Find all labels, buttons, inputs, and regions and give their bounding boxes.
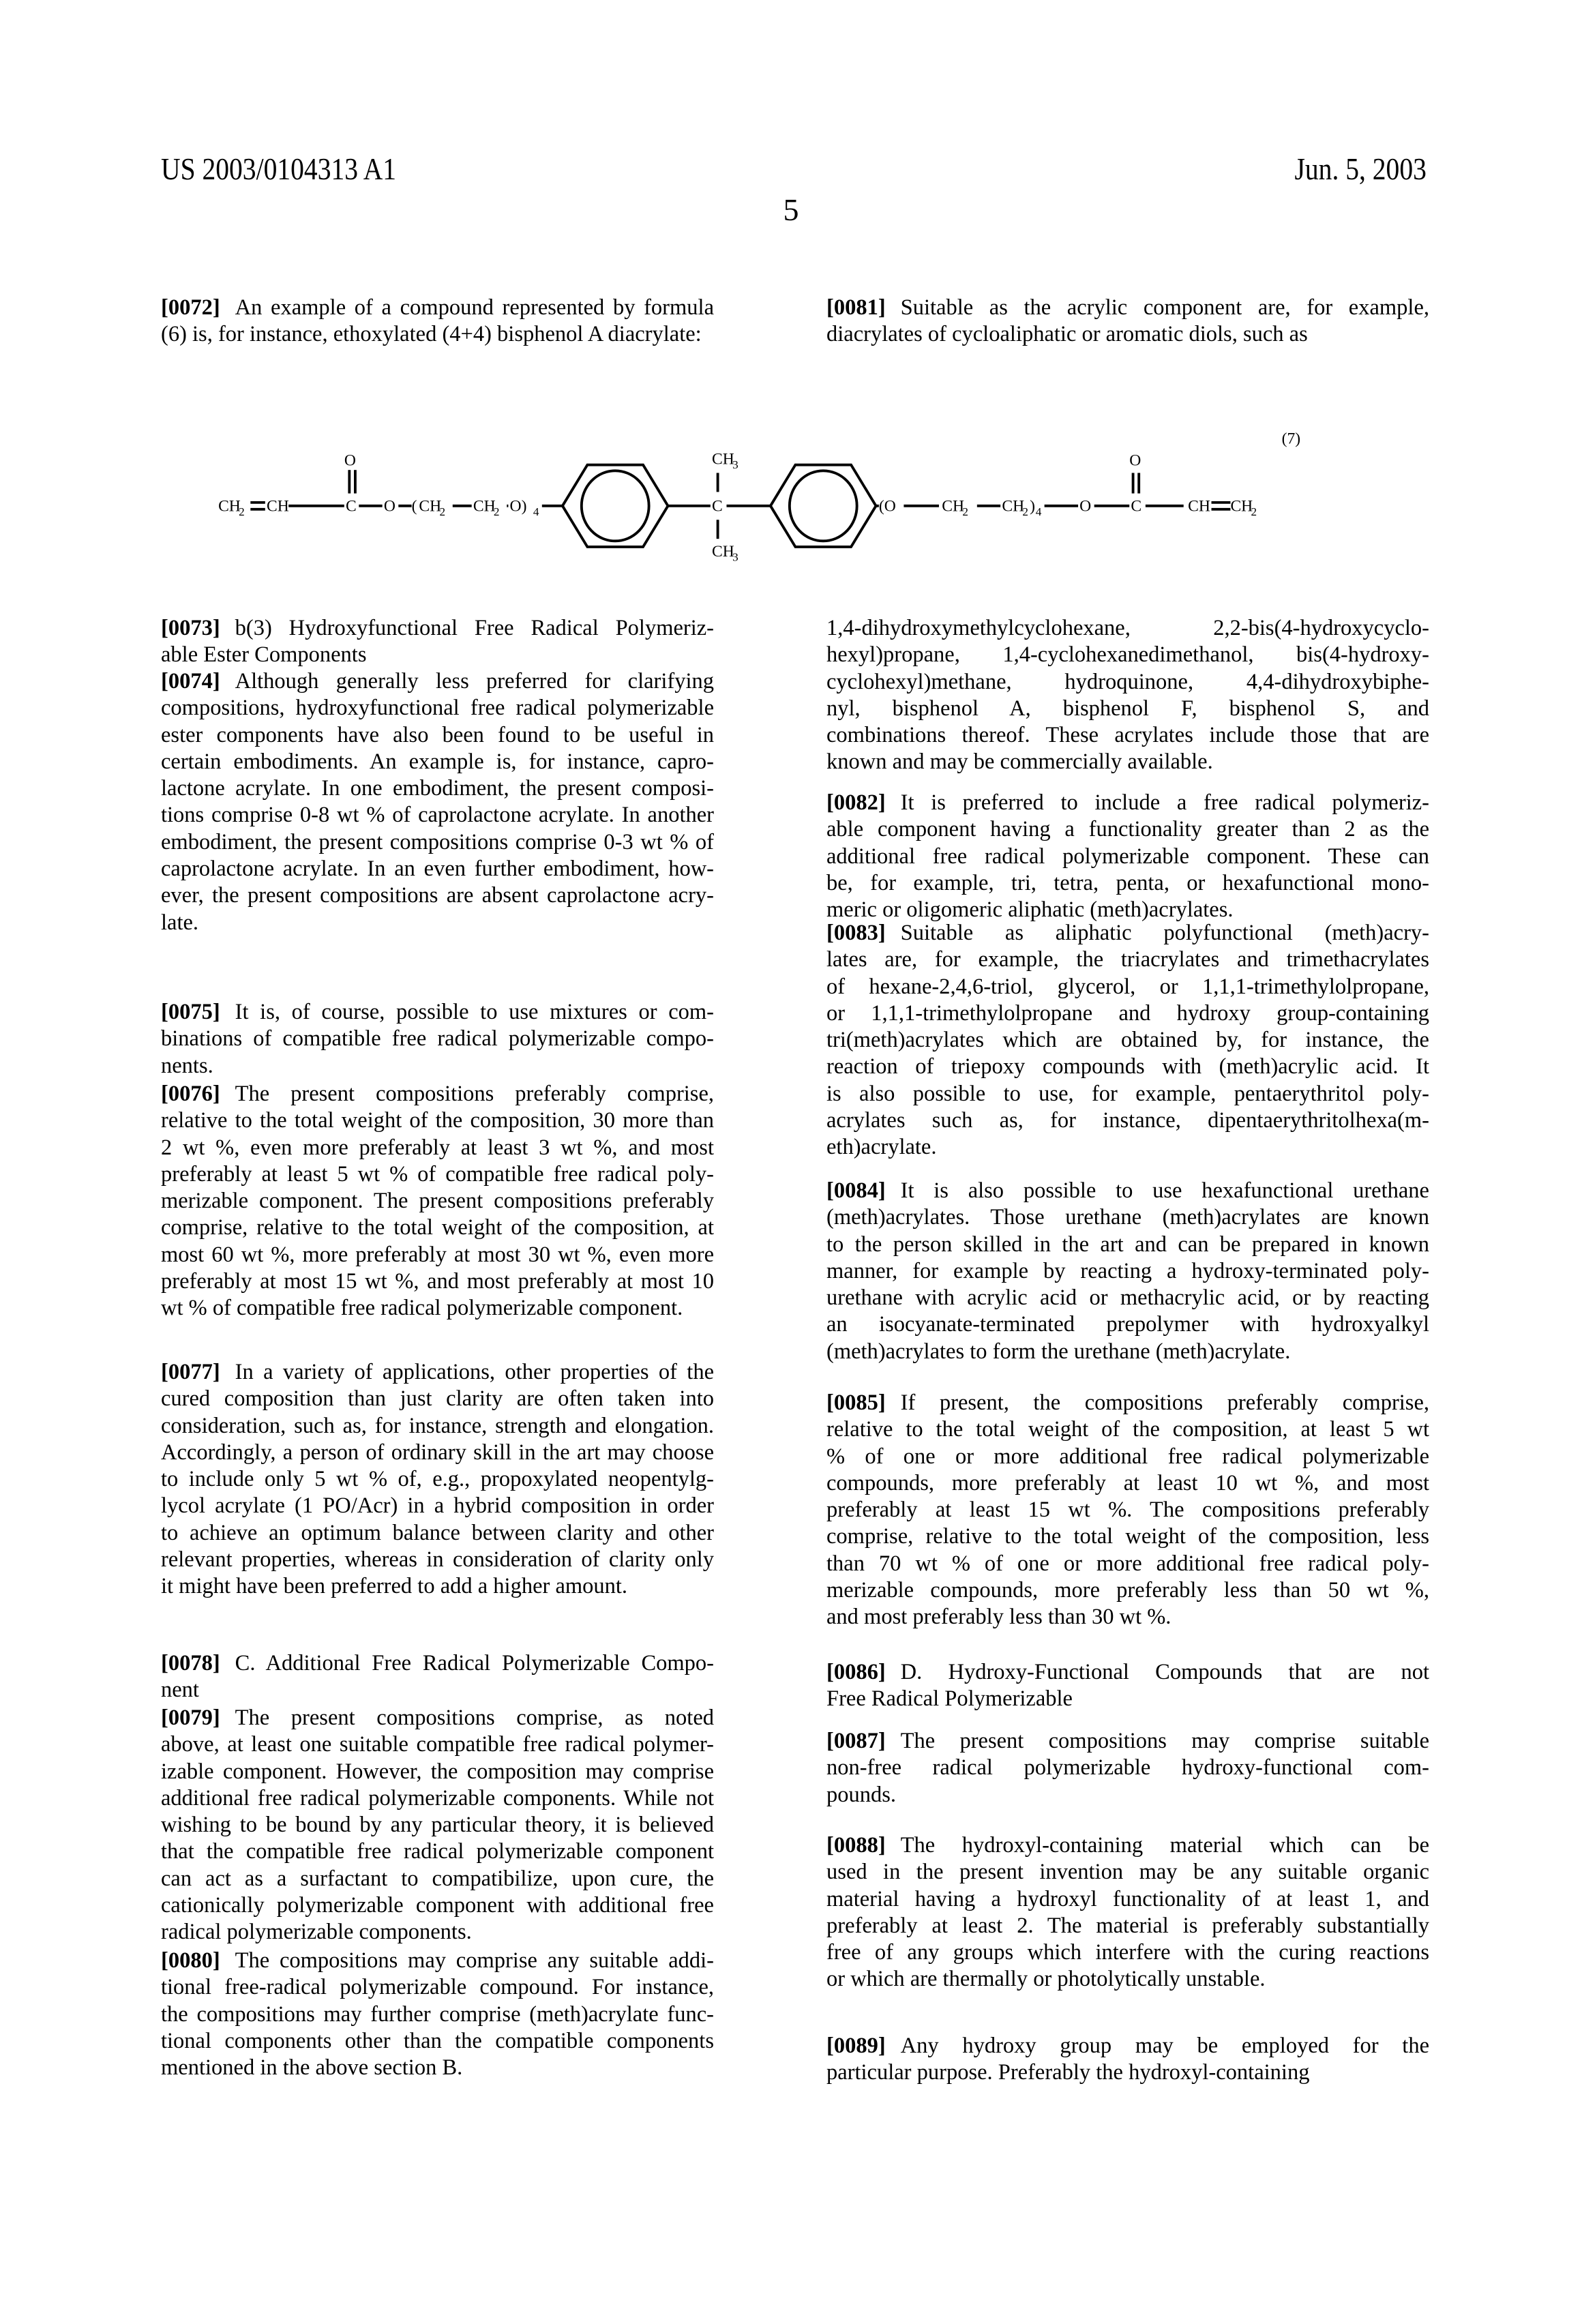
line-text: able component having a functionality greater than 2 as the xyxy=(826,817,1429,842)
text-line xyxy=(161,829,714,856)
line-text: It is also possible to use hexafunctional urethane xyxy=(900,1178,1429,1203)
subscript: 2 xyxy=(239,505,245,518)
text-line xyxy=(161,1677,714,1703)
paragraph-number: [0080] xyxy=(161,1948,220,1973)
text-line xyxy=(826,1054,1429,1080)
line-text: comprise, relative to the total weight of the composition, at xyxy=(161,1215,714,1240)
line-text: an isocyanate-terminated prepolymer with hydroxyalkyl xyxy=(826,1312,1429,1337)
line-text: relevant properties, whereas in consideration of clarity only xyxy=(161,1547,714,1573)
text-line xyxy=(161,722,714,749)
line-text: acrylates such as, for instance, dipentaerythritolhexa(m- xyxy=(826,1108,1429,1133)
text-line xyxy=(161,1493,714,1519)
line-text: Free Radical Polymerizable xyxy=(826,1686,1073,1712)
paragraph-number: [0079] xyxy=(161,1705,220,1730)
atom-label: ( xyxy=(411,497,417,516)
line-text: to include only 5 wt % of, e.g., propoxylated neopentylg- xyxy=(161,1467,714,1492)
line-text: 1,4-dihydroxymethylcyclohexane, 2,2-bis(4-hydroxycyclo- xyxy=(826,616,1429,640)
paragraph-0078 xyxy=(161,1650,714,1704)
atom-label: CH xyxy=(1230,497,1253,516)
paragraph-number: [0089] xyxy=(826,2034,886,2058)
text-line xyxy=(826,816,1429,843)
paragraph-0087 xyxy=(826,1728,1429,1808)
line-text: Suitable as aliphatic polyfunctional (meth)acry- xyxy=(900,921,1429,945)
text-line xyxy=(161,775,714,802)
text-line xyxy=(161,1520,714,1547)
text-line xyxy=(826,1470,1429,1497)
line-text: lactone acrylate. In one embodiment, the present composi- xyxy=(161,776,714,801)
atom-label: C xyxy=(1131,497,1142,516)
line-text: preferably at most 15 wt %, and most preferably at most 10 xyxy=(161,1269,714,1294)
line-text: additional free radical polymerizable components. While not xyxy=(161,1785,714,1811)
text-line xyxy=(161,2001,714,2028)
text-line xyxy=(826,642,1429,668)
line-text: urethane with acrylic acid or methacrylic acid, or by reacting xyxy=(826,1285,1429,1311)
atom-label: CH xyxy=(218,497,241,516)
text-line xyxy=(161,642,714,668)
atom-label: (O xyxy=(878,497,896,516)
atom-label: CH xyxy=(712,450,734,468)
text-line xyxy=(826,1604,1429,1630)
text-line xyxy=(826,1859,1429,1886)
text-line xyxy=(826,1686,1429,1712)
text-line xyxy=(826,1081,1429,1107)
paragraph-0086 xyxy=(826,1659,1429,1713)
text-line xyxy=(826,1728,1429,1755)
text-line xyxy=(826,1939,1429,1966)
subscript: 3 xyxy=(732,458,738,472)
text-line xyxy=(161,1053,714,1079)
text-line xyxy=(161,1188,714,1215)
line-text: preferably at least 2. The material is preferably substantially xyxy=(826,1913,1429,1938)
line-text: The present compositions preferably comprise, xyxy=(235,1082,714,1106)
subscript: 2 xyxy=(1022,505,1029,518)
text-line xyxy=(826,1497,1429,1523)
line-text: It is preferred to include a free radical polymeriz- xyxy=(900,790,1429,815)
atom-label: C xyxy=(712,497,723,516)
paragraph-number: [0084] xyxy=(826,1178,886,1203)
text-line xyxy=(826,1659,1429,1686)
text-line xyxy=(826,1444,1429,1470)
paragraph-number: [0072] xyxy=(161,295,220,320)
atom-label: O) xyxy=(509,497,527,516)
text-line xyxy=(161,1026,714,1052)
text-line xyxy=(826,1416,1429,1443)
line-text: compounds, more preferably at least 10 wt %, and most xyxy=(826,1470,1429,1495)
text-line xyxy=(161,1547,714,1573)
line-text: preferably at least 5 wt % of compatible free radical poly- xyxy=(161,1161,714,1187)
text-line xyxy=(826,920,1429,947)
line-text: An example of a compound represented by formula xyxy=(235,295,714,320)
line-text: lates are, for example, the triacrylates and trimethacrylates xyxy=(826,947,1429,972)
line-text: merizable compounds, more preferably less than 50 wt %, xyxy=(826,1578,1429,1603)
line-text: Suitable as the acrylic component are, for example, xyxy=(900,295,1429,320)
atom-label: CH xyxy=(942,497,965,516)
text-line xyxy=(826,974,1429,1000)
line-text: (meth)acrylates. Those urethane (meth)acrylates are known xyxy=(826,1205,1429,1230)
line-text: be, for example, tri, tetra, penta, or hexafunctional mono- xyxy=(826,870,1429,895)
text-line xyxy=(826,295,1429,321)
formula-number: (7) xyxy=(1281,430,1301,448)
paragraph-number: [0081] xyxy=(826,295,886,320)
atom-label: CH xyxy=(1002,497,1025,516)
line-text: D. Hydroxy-Functional Compounds that are not xyxy=(900,1660,1429,1684)
paragraph-0074 xyxy=(161,668,714,936)
line-text: material having a hydroxyl functionality of at least 1, and xyxy=(826,1886,1429,1911)
text-line xyxy=(161,1573,714,1600)
paragraph-number: [0083] xyxy=(826,921,886,945)
atom-label: O xyxy=(383,497,395,516)
line-text: In a variety of applications, other properties of the xyxy=(235,1360,714,1384)
line-text: most 60 wt %, more preferably at most 30 wt %, even more xyxy=(161,1242,714,1267)
atom-label: CH xyxy=(712,542,734,561)
paragraph-0073 xyxy=(161,615,714,669)
line-text: Accordingly, a person of ordinary skill in the art may choose xyxy=(161,1440,714,1465)
line-text: preferably at least 15 wt %. The compositions preferably xyxy=(826,1498,1429,1523)
atom-label: CH xyxy=(419,497,442,516)
text-line xyxy=(826,1178,1429,1204)
line-text: binations of compatible free radical polymerizable compo- xyxy=(161,1026,714,1052)
text-line xyxy=(826,1966,1429,1993)
text-line xyxy=(161,1413,714,1440)
chemical-structure-formula-7 xyxy=(0,409,1582,586)
text-line xyxy=(826,1886,1429,1913)
text-line xyxy=(161,1081,714,1107)
line-text: relative to the total weight of the composition, at least 5 wt xyxy=(826,1417,1429,1442)
paragraph-number: [0073] xyxy=(161,616,220,640)
paragraph-number: [0085] xyxy=(826,1390,886,1415)
text-line xyxy=(161,615,714,642)
line-text: reaction of triepoxy compounds with (meth)acrylic acid. It xyxy=(826,1054,1429,1079)
line-text: late. xyxy=(161,910,199,935)
line-text: particular purpose. Preferably the hydroxyl-containing xyxy=(826,2060,1310,2085)
text-line xyxy=(826,2033,1429,2059)
atom-label: CH xyxy=(473,497,496,516)
text-line xyxy=(161,856,714,882)
paragraph-number: [0088] xyxy=(826,1833,886,1858)
text-line xyxy=(826,1523,1429,1550)
paragraph-0080 xyxy=(161,1948,714,2081)
line-text: combinations thereof. These acrylates include those that are xyxy=(826,723,1429,748)
line-text: merizable component. The present compositions preferably xyxy=(161,1189,714,1214)
atom-label: O xyxy=(1129,451,1141,470)
line-text: nent xyxy=(161,1678,199,1703)
paragraph-0075 xyxy=(161,999,714,1079)
line-text: can act as a surfactant to compatibilize, upon cure, the xyxy=(161,1866,714,1891)
line-text: (meth)acrylates to form the urethane (meth)acrylate. xyxy=(826,1339,1291,1364)
text-line xyxy=(161,1731,714,1758)
text-line xyxy=(161,1974,714,2001)
line-text: that the compatible free radical polymerizable component xyxy=(161,1839,714,1864)
paragraph-number: [0076] xyxy=(161,1082,220,1106)
paragraph-0084 xyxy=(826,1178,1429,1365)
line-text: comprise, relative to the total weight of the composition, less xyxy=(826,1524,1429,1549)
line-text: eth)acrylate. xyxy=(826,1135,937,1160)
paragraph-number: [0075] xyxy=(161,1000,220,1024)
text-line xyxy=(161,1215,714,1241)
text-line xyxy=(161,1466,714,1493)
line-text: the compositions may further comprise (meth)acrylate func- xyxy=(161,2001,714,2027)
text-line xyxy=(826,1390,1429,1416)
line-text: manner, for example by reacting a hydroxy-terminated poly- xyxy=(826,1258,1429,1283)
paragraph-0082 xyxy=(826,790,1429,923)
line-text: Although generally less preferred for clarifying xyxy=(235,669,714,694)
line-text: The present compositions comprise, as noted xyxy=(235,1705,714,1730)
text-line xyxy=(161,882,714,909)
line-text: embodiment, the present compositions comprise 0-3 wt % of xyxy=(161,829,714,854)
text-line xyxy=(826,1258,1429,1285)
line-text: tional components other than the compatible components xyxy=(161,2028,714,2053)
subscript: 2 xyxy=(962,505,968,518)
atom-label: O xyxy=(344,451,356,470)
atom-label: C xyxy=(345,497,357,516)
text-line xyxy=(161,1386,714,1412)
line-text: ester components have also been found to be useful in xyxy=(161,722,714,747)
paragraph-0076 xyxy=(161,1081,714,1322)
line-text: or which are thermally or photolytically unstable. xyxy=(826,1967,1266,1992)
line-text: lycol acrylate (1 PO/Acr) in a hybrid composition in order xyxy=(161,1493,714,1519)
paragraph-number: [0077] xyxy=(161,1360,220,1384)
paragraph-0081 xyxy=(826,295,1429,348)
line-text: is also possible to use, for example, pentaerythritol poly- xyxy=(826,1081,1429,1106)
text-line xyxy=(161,802,714,829)
atom-label: CH xyxy=(1188,497,1210,516)
text-line xyxy=(161,910,714,936)
line-text: to achieve an optimum balance between clarity and other xyxy=(161,1520,714,1545)
text-line xyxy=(161,1838,714,1865)
line-text: The present compositions may comprise suitable xyxy=(900,1729,1429,1753)
aromatic-circle xyxy=(582,471,649,541)
line-text: and most preferably less than 30 wt %. xyxy=(826,1605,1171,1630)
text-line xyxy=(161,999,714,1026)
text-line xyxy=(161,1440,714,1466)
subscript: 2 xyxy=(1251,505,1257,518)
text-line xyxy=(826,722,1429,749)
text-line xyxy=(826,669,1429,696)
text-line xyxy=(826,1311,1429,1338)
paragraph-0088 xyxy=(826,1832,1429,1993)
line-text: free of any groups which interfere with the curing reactions xyxy=(826,1940,1429,1965)
line-text: tri(meth)acrylates which are obtained by, for instance, the xyxy=(826,1028,1429,1053)
line-text: nents. xyxy=(161,1053,213,1078)
publication-date: Jun. 5, 2003 xyxy=(1294,151,1427,186)
line-text: tional free-radical polymerizable compound. For instance, xyxy=(161,1975,714,2000)
line-text: wt % of compatible free radical polymerizable component. xyxy=(161,1296,683,1321)
text-line xyxy=(826,1285,1429,1311)
line-text: consideration, such as, for instance, strength and elongation. xyxy=(161,1413,714,1438)
line-text: If present, the compositions preferably comprise, xyxy=(900,1390,1429,1415)
line-text: radical polymerizable components. xyxy=(161,1920,472,1945)
text-line xyxy=(161,1812,714,1838)
text-line xyxy=(161,1295,714,1322)
text-line xyxy=(826,1913,1429,1939)
line-text: to the person skilled in the art and can be prepared in known xyxy=(826,1232,1429,1257)
line-text: tions comprise 0-8 wt % of caprolactone acrylate. In another xyxy=(161,803,714,828)
text-line xyxy=(826,1755,1429,1781)
paragraph-continuation xyxy=(826,615,1429,776)
text-line xyxy=(826,1000,1429,1027)
line-text: izable component. However, the composition may comprise xyxy=(161,1759,714,1784)
line-text: 2 wt %, even more preferably at least 3 wt %, and most xyxy=(161,1135,714,1160)
line-text: than 70 wt % of one or more additional free radical poly- xyxy=(826,1551,1429,1576)
line-text: (6) is, for instance, ethoxylated (4+4) bisphenol A diacrylate: xyxy=(161,322,702,347)
paragraph-number: [0078] xyxy=(161,1651,220,1675)
subscript: 2 xyxy=(439,505,446,518)
text-line xyxy=(161,749,714,775)
subscript: 4 xyxy=(1035,505,1042,518)
line-text: it might have been preferred to add a higher amount. xyxy=(161,1574,628,1599)
line-text: It is, of course, possible to use mixtures or com- xyxy=(235,1000,714,1024)
line-text: cationically polymerizable component with additional free xyxy=(161,1893,714,1918)
line-text: The hydroxyl-containing material which can be xyxy=(900,1833,1429,1858)
line-text: known and may be commercially available. xyxy=(826,749,1213,775)
text-line xyxy=(161,1948,714,1974)
line-text: or 1,1,1-trimethylolpropane and hydroxy group-containing xyxy=(826,1000,1429,1026)
text-line xyxy=(826,1232,1429,1258)
line-text: C. Additional Free Radical Polymerizable Compo- xyxy=(235,1651,714,1675)
line-text: additional free radical polymerizable component. These can xyxy=(826,844,1429,869)
aromatic-circle xyxy=(790,471,857,541)
line-text: diacrylates of cycloaliphatic or aromatic diols, such as xyxy=(826,322,1308,347)
paragraph-0083 xyxy=(826,920,1429,1161)
paragraph-0085 xyxy=(826,1390,1429,1631)
text-line xyxy=(161,695,714,721)
text-line xyxy=(826,1027,1429,1054)
subscript: 4 xyxy=(533,505,539,518)
page-number: 5 xyxy=(783,192,799,227)
text-line xyxy=(826,1832,1429,1859)
paragraph-number: [0082] xyxy=(826,790,886,815)
text-line xyxy=(826,844,1429,870)
text-line xyxy=(826,1134,1429,1161)
line-text: nyl, bisphenol A, bisphenol F, bisphenol S, and xyxy=(826,696,1429,721)
text-line xyxy=(826,1551,1429,1577)
text-line xyxy=(161,2028,714,2055)
line-text: mentioned in the above section B. xyxy=(161,2055,463,2081)
line-text: able Ester Components xyxy=(161,642,367,668)
text-line xyxy=(161,1135,714,1161)
line-text: non-free radical polymerizable hydroxy-functional com- xyxy=(826,1755,1429,1781)
text-line xyxy=(826,321,1429,348)
atom-label: ) xyxy=(1030,497,1036,516)
text-line xyxy=(161,2055,714,2081)
benzene-ring xyxy=(771,465,876,547)
line-text: The compositions may comprise any suitable addi- xyxy=(235,1948,714,1973)
paragraph-0089 xyxy=(826,2033,1429,2087)
subscript: 2 xyxy=(493,505,500,518)
line-text: caprolactone acrylate. In an even further embodiment, how- xyxy=(161,856,714,882)
text-line xyxy=(161,1785,714,1812)
text-line xyxy=(161,295,714,321)
line-text: cyclohexyl)methane, hydroquinone, 4,4-dihydroxybiphe- xyxy=(826,669,1429,694)
line-text: wishing to be bound by any particular theory, it is believed xyxy=(161,1813,714,1838)
subscript: 3 xyxy=(732,550,738,564)
line-text: cured composition than just clarity are often taken into xyxy=(161,1386,714,1412)
paragraph-number: [0074] xyxy=(161,669,220,694)
text-line xyxy=(826,749,1429,775)
paragraph-0072 xyxy=(161,295,714,348)
text-line xyxy=(161,1919,714,1946)
paragraph-0079 xyxy=(161,1705,714,1946)
text-line xyxy=(161,668,714,695)
atom-label: CH xyxy=(266,497,289,516)
text-line xyxy=(161,1161,714,1188)
line-text: % of one or more additional free radical polymerizable xyxy=(826,1444,1429,1469)
text-line xyxy=(826,1107,1429,1134)
text-line xyxy=(826,870,1429,897)
paragraph-0077 xyxy=(161,1359,714,1600)
atom-label: O xyxy=(1079,497,1092,516)
line-text: ever, the present compositions are absent caprolactone acry- xyxy=(161,883,714,908)
text-line xyxy=(826,615,1429,642)
line-text: Any hydroxy group may be employed for the xyxy=(900,2034,1429,2058)
line-text: compositions, hydroxyfunctional free radical polymerizable xyxy=(161,696,714,721)
text-line xyxy=(826,1577,1429,1604)
text-line xyxy=(161,1107,714,1134)
text-line xyxy=(826,790,1429,816)
benzene-ring xyxy=(563,465,668,547)
publication-number: US 2003/0104313 A1 xyxy=(161,151,397,186)
line-text: relative to the total weight of the composition, 30 more than xyxy=(161,1108,714,1133)
text-line xyxy=(161,1242,714,1268)
line-text: meric or oligomeric aliphatic (meth)acrylates. xyxy=(826,897,1234,923)
text-line xyxy=(826,2059,1429,2086)
text-line xyxy=(826,1782,1429,1808)
text-line xyxy=(161,1892,714,1919)
text-line xyxy=(161,1359,714,1386)
paragraph-number: [0087] xyxy=(826,1729,886,1753)
line-text: pounds. xyxy=(826,1782,897,1807)
text-line xyxy=(826,1339,1429,1365)
text-line xyxy=(161,1268,714,1295)
text-line xyxy=(161,1705,714,1731)
paragraph-number: [0086] xyxy=(826,1660,886,1684)
text-line xyxy=(161,1759,714,1785)
text-line xyxy=(826,696,1429,722)
text-line xyxy=(826,947,1429,973)
text-line xyxy=(161,1650,714,1677)
line-text: b(3) Hydroxyfunctional Free Radical Polymeriz- xyxy=(235,616,714,640)
text-line xyxy=(826,1204,1429,1231)
line-text: used in the present invention may be any suitable organic xyxy=(826,1860,1429,1885)
line-text: of hexane-2,4,6-triol, glycerol, or 1,1,1-trimethylolpropane, xyxy=(826,974,1429,999)
line-text: above, at least one suitable compatible free radical polymer- xyxy=(161,1732,714,1757)
line-text: certain embodiments. An example is, for instance, capro- xyxy=(161,749,714,774)
line-text: hexyl)propane, 1,4-cyclohexanedimethanol, bis(4-hydroxy- xyxy=(826,642,1429,668)
text-line xyxy=(161,321,714,348)
text-line xyxy=(161,1866,714,1892)
